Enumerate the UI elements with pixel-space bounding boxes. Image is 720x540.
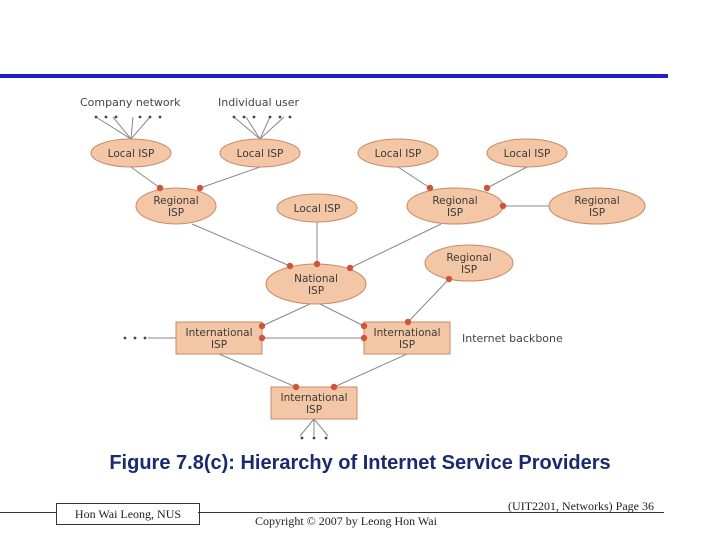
ellipsis-dot	[279, 116, 282, 119]
connection-dot	[427, 185, 433, 191]
ellipsis-dot	[124, 337, 127, 340]
ellipsis-dot	[105, 116, 108, 119]
connection-dot	[259, 335, 265, 341]
node-label: International	[280, 392, 348, 404]
ellipsis-dot	[95, 116, 98, 119]
node-regional1	[136, 188, 216, 224]
individual-user-label: Individual user	[218, 96, 300, 109]
node-intl1	[176, 322, 262, 354]
connection-dot	[500, 203, 506, 209]
node-label: Local ISP	[503, 148, 551, 160]
ellipsis-dot	[134, 337, 137, 340]
copyright-text: Copyright © 2007 by Leong Hon Wai	[255, 514, 437, 528]
node-local2	[220, 139, 300, 167]
node-label: Regional	[432, 195, 478, 207]
ellipsis-dot	[144, 337, 147, 340]
node-label: Local ISP	[107, 148, 155, 160]
ellipsis-dot	[253, 116, 256, 119]
ellipsis-dot	[149, 116, 152, 119]
node-label: International	[185, 327, 253, 339]
node-local3	[358, 139, 438, 167]
author-box: Hon Wai Leong, NUS	[56, 503, 200, 525]
node-intl3	[271, 387, 357, 419]
node-label: ISP	[307, 285, 325, 297]
connection-dot	[446, 276, 452, 282]
ellipsis-dot	[243, 116, 246, 119]
page-info: (UIT2201, Networks) Page 36	[508, 499, 654, 513]
connection-dot	[197, 185, 203, 191]
ellipsis-dot	[269, 116, 272, 119]
connection-dot	[347, 265, 353, 271]
node-label: ISP	[167, 207, 185, 219]
figure-caption: Figure 7.8(c): Hierarchy of Internet Service Providers	[109, 452, 611, 474]
connection-dot	[287, 263, 293, 269]
connection-dot	[293, 384, 299, 390]
connection-dot	[484, 185, 490, 191]
connection-dot	[405, 319, 411, 325]
connection-dot	[314, 261, 320, 267]
node-label: National	[294, 273, 338, 285]
node-label: Local ISP	[236, 148, 284, 160]
node-regional2	[407, 188, 503, 224]
ellipsis-dot	[289, 116, 292, 119]
node-label: Regional	[446, 252, 492, 264]
connection-dot	[331, 384, 337, 390]
internet-backbone-label: Internet backbone	[462, 332, 563, 345]
ellipsis-dot	[159, 116, 162, 119]
connection-dot	[157, 185, 163, 191]
node-label: Local ISP	[374, 148, 422, 160]
ellipsis-dot	[233, 116, 236, 119]
node-label: Local ISP	[293, 203, 341, 215]
connection-dot	[259, 323, 265, 329]
node-label: ISP	[305, 404, 323, 416]
node-local1	[91, 139, 171, 167]
node-local5	[277, 194, 357, 222]
footer-rule-left	[0, 512, 56, 513]
ellipsis-dot	[301, 437, 304, 440]
node-regional4	[425, 245, 513, 281]
company-network-label: Company network	[80, 96, 181, 109]
connection-dot	[361, 335, 367, 341]
node-label: ISP	[460, 264, 478, 276]
node-label: ISP	[588, 207, 606, 219]
ellipsis-dot	[115, 116, 118, 119]
ellipsis-dot	[325, 437, 328, 440]
connection-dot	[361, 323, 367, 329]
ellipsis-dot	[313, 437, 316, 440]
node-label: ISP	[210, 339, 228, 351]
node-local4	[487, 139, 567, 167]
node-label: ISP	[446, 207, 464, 219]
node-label: International	[373, 327, 441, 339]
node-regional3	[549, 188, 645, 224]
node-label: Regional	[574, 195, 620, 207]
node-label: Regional	[153, 195, 199, 207]
node-label: ISP	[398, 339, 416, 351]
node-intl2	[364, 322, 450, 354]
ellipsis-dot	[139, 116, 142, 119]
